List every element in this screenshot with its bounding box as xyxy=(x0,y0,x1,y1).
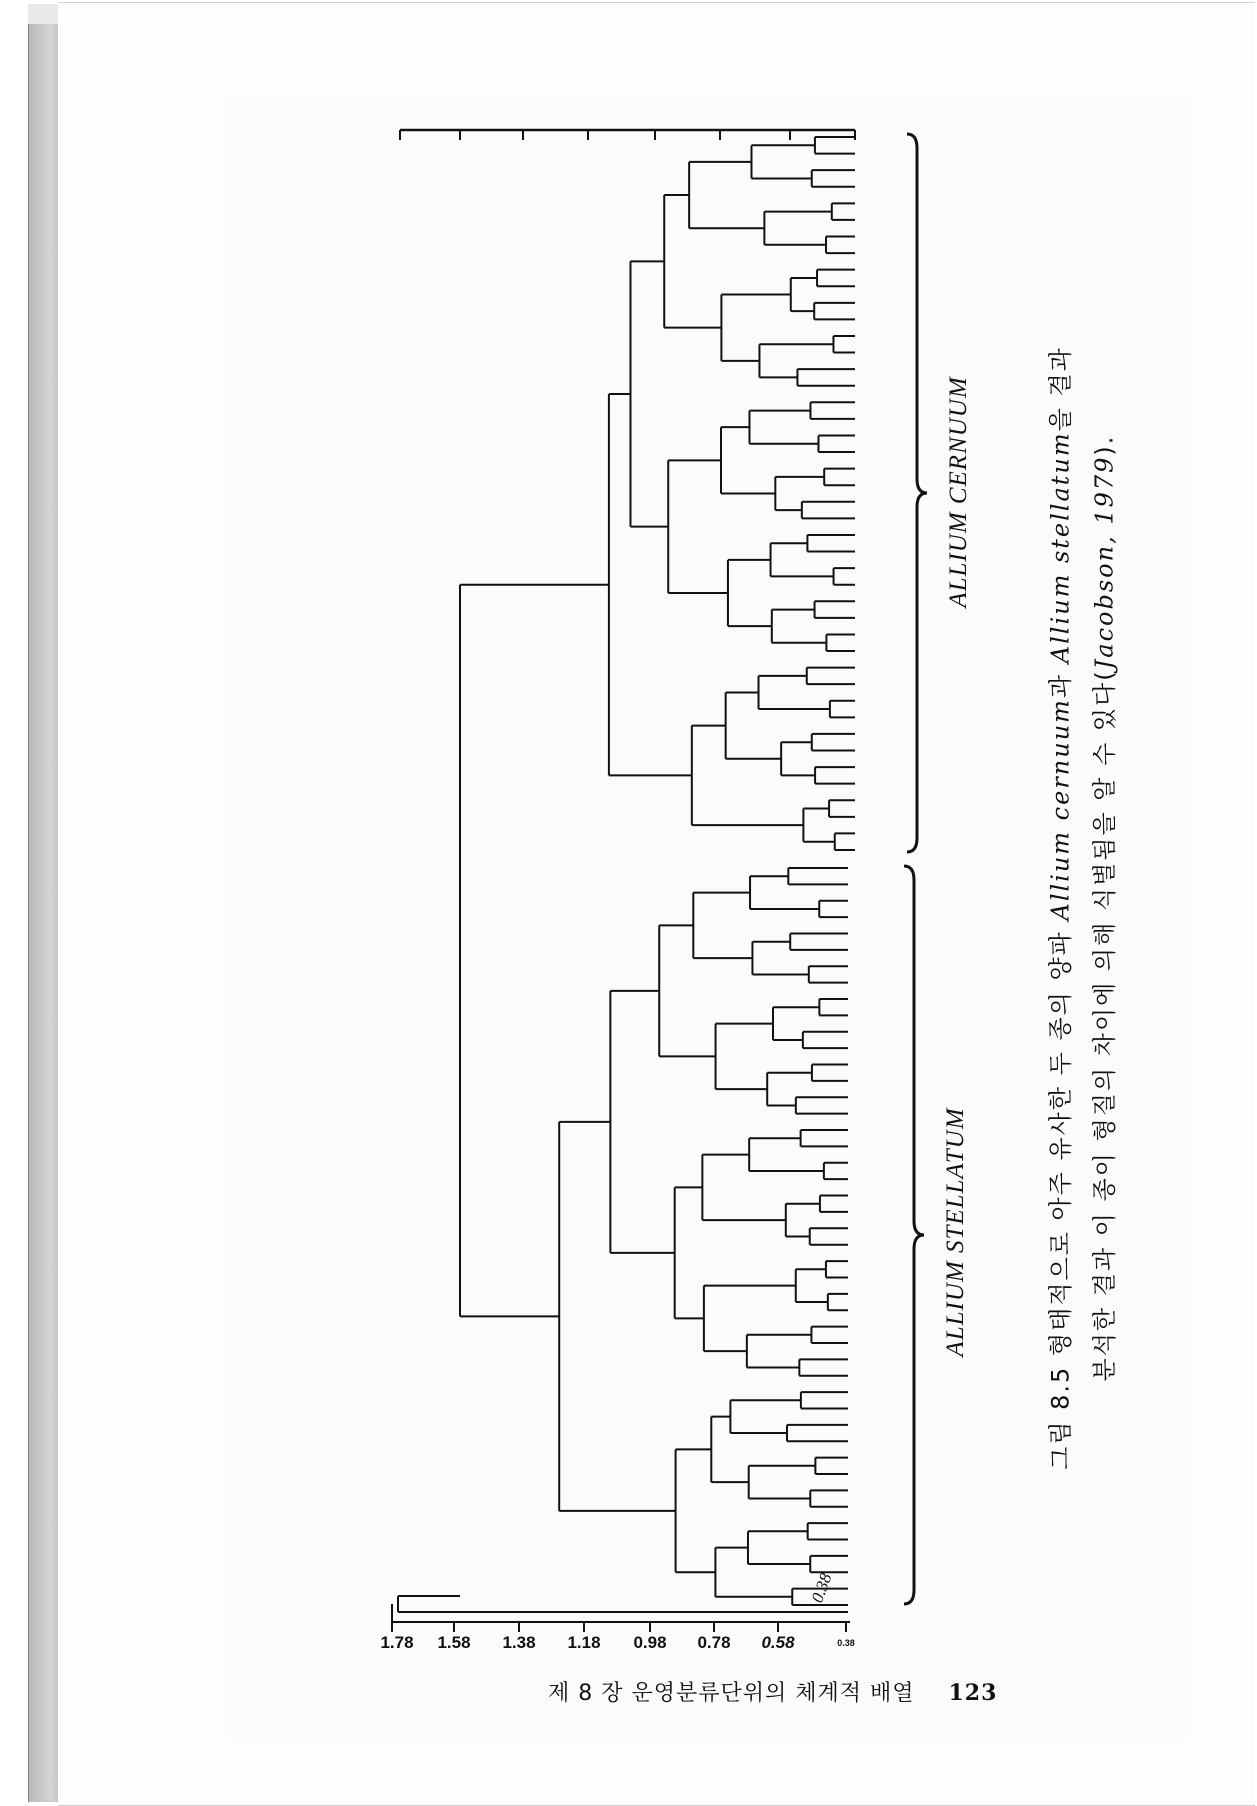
caption-line-1 xyxy=(1041,346,1076,1470)
cluster-brace xyxy=(907,134,927,852)
axis-tick-label: 1.18 xyxy=(567,1633,601,1652)
cluster-label-stellatum: ALLIUM STELLATUM xyxy=(942,1107,969,1357)
caption-text: ). xyxy=(1090,434,1119,456)
figure-caption xyxy=(1020,275,1140,1540)
axis-tick-label: 0.38 xyxy=(837,1638,855,1648)
species-name: Allium stellatum xyxy=(1046,430,1075,663)
axis-tick-label: 1.58 xyxy=(437,1633,471,1652)
axis-tick-label: 0.58 xyxy=(761,1633,795,1652)
axis-tick-label: 0.98 xyxy=(633,1633,667,1652)
cluster-label-cernuum: ALLIUM CERNUUM xyxy=(945,376,972,608)
citation: Jacobson, 1979 xyxy=(1090,455,1119,669)
axis-tick-label: 1.38 xyxy=(502,1633,536,1652)
caption-text: 과 xyxy=(1046,662,1075,698)
axis-tick-label: 0.78 xyxy=(697,1633,731,1652)
chapter-title: 제 8 장 운영분류단위의 체계적 배열 xyxy=(548,1681,915,1706)
species-name: Allium cernuum xyxy=(1046,697,1075,921)
caption-text: 분석한 결과 이 종이 형질의 차이에 의해 식별됨을 알 수 있다( xyxy=(1090,668,1119,1381)
caption-text: 그림 8.5 형태적으로 아주 유사한 두 종의 양파 xyxy=(1046,920,1075,1470)
axis-tick-label: 1.78 xyxy=(380,1633,414,1652)
page-number: 123 xyxy=(948,1680,998,1706)
caption-line-2 xyxy=(1085,434,1120,1381)
running-footer xyxy=(548,1676,997,1707)
inline-value-label: 0.38 xyxy=(807,1570,836,1606)
caption-text: 을 결과 xyxy=(1046,345,1075,431)
cluster-brace xyxy=(904,866,924,1604)
